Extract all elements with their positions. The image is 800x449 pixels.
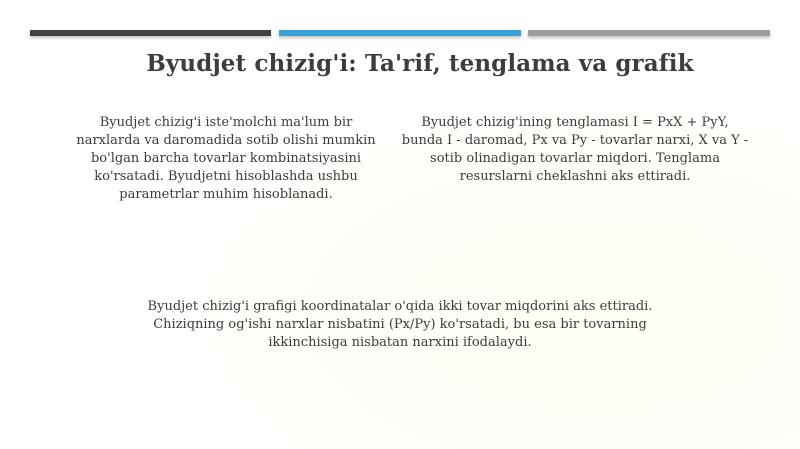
slide-title: Byudjet chizig'i: Ta'rif, tenglama va grafik (146, 50, 694, 77)
paragraph-graph: Byudjet chizig'i grafigi koordinatalar o'qida ikki tovar miqdorini aks ettiradi. Chiziqning og'ishi narxlar nisbatini (Px/Py) ko'rsatadi, bu esa bir tovarning ikkinchisiga nisbatan narxini ifodalaydi. (147, 299, 653, 350)
accent-bar-blue (279, 30, 521, 36)
accent-bar-gray (528, 30, 770, 36)
accent-bar-dark (30, 30, 271, 36)
paragraph-equation: Byudjet chizig'ining tenglamasi I = PxX + PyY, bunda I - daromad, Px va Py - tovarlar narxi, X va Y - sotib olinadigan tovarlar miqdori. Tenglama resurslarni cheklashni aks ettiradi. (401, 115, 749, 184)
paragraph-definition: Byudjet chizig'i iste'molchi ma'lum bir narxlarda va daromadida sotib olishi mumkin bo'lgan barcha tovarlar kombinatsiyasini ko'rsatadi. Byudjetni hisoblashda ushbu parametrlar muhim hisoblanadi. (76, 115, 376, 202)
